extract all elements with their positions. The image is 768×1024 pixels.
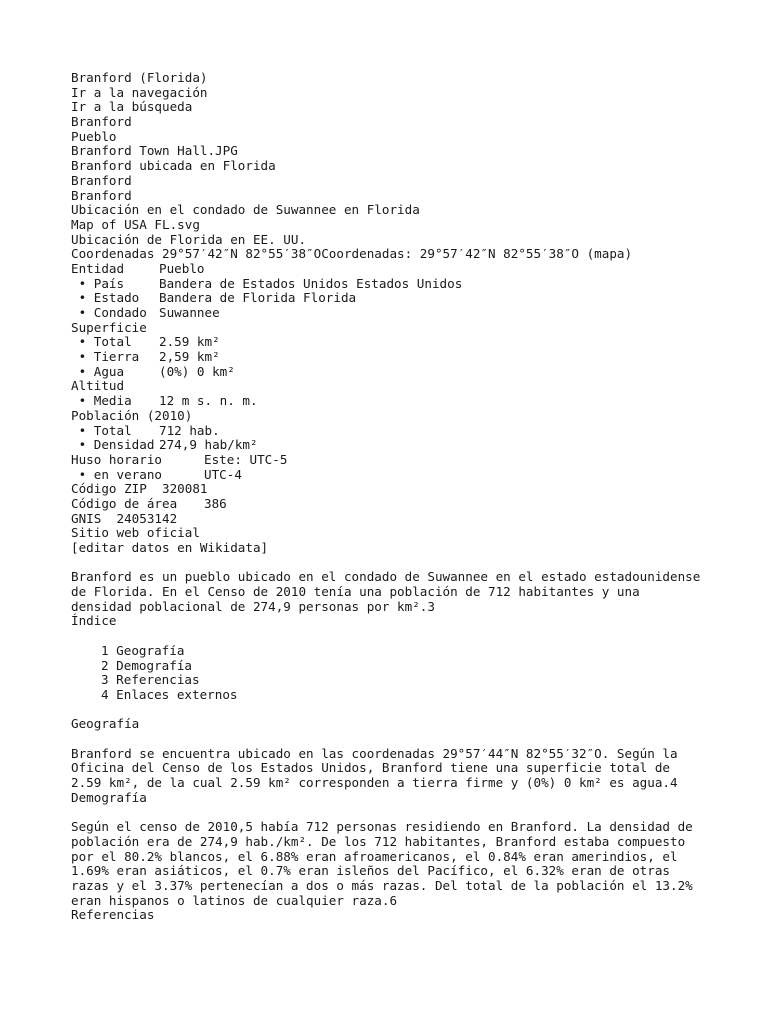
infobox-map-filename[interactable]: Map of USA FL.svg [71,216,200,232]
infobox-type: Pueblo [71,128,117,144]
infobox-image-caption: Branford ubicada en Florida [71,158,276,174]
infobox-country-row [71,277,697,292]
population-total-row [71,424,697,439]
state-value[interactable]: Bandera de Florida Florida [159,290,357,306]
gnis-id[interactable]: GNIS 24053142 [71,510,178,526]
entity-label: Entidad [71,260,125,276]
area-total-value: 2.59 km² [159,334,220,350]
altitude-mean-value: 12 m s. n. m. [159,393,258,409]
area-total-label: • Total [71,334,132,350]
timezone-value[interactable]: Este: UTC-5 [204,451,288,467]
timezone-row [71,453,697,468]
toc-item-referencias[interactable]: 3 Referencias [101,672,200,688]
infobox-map-label-2: Branford [71,187,132,203]
summer-time-value[interactable]: UTC-4 [204,466,242,482]
infobox-state-row [71,291,697,306]
toc-heading: Índice [71,613,117,629]
area-heading: Superficie [71,319,147,335]
infobox-image-filename[interactable]: Branford Town Hall.JPG [71,143,238,159]
population-total-label: • Total [71,422,132,438]
official-website-link[interactable]: Sitio web oficial [71,525,200,541]
infobox-map-caption: Ubicación de Florida en EE. UU. [71,231,307,247]
edit-wikidata-link[interactable]: [editar datos en Wikidata] [71,540,269,555]
infobox-map-label-1: Branford [71,172,132,188]
area-total-row [71,335,697,350]
entity-value[interactable]: Pueblo [159,260,205,276]
area-water-label: • Agua [71,363,125,379]
country-value[interactable]: Bandera de Estados Unidos Estados Unidos [159,275,463,291]
population-density-label: • Densidad [71,437,155,453]
area-code-row [71,497,697,512]
population-density-row [71,438,697,453]
altitude-mean-label: • Media [71,393,132,409]
summer-time-row [71,468,697,483]
demography-paragraph: Según el censo de 2010,5 había 712 personas residiendo en Branford. La densidad de población era de 274,9 hab./km². De los 712 habitantes, Branford estaba compuesto por el 80.2% blancos, el 6.88% eran afroamericanos, el 0.84% eran amerindios, el 1.69% eran asiáticos, el 0.7% eran isleños del Pacífico, el 6.32% eran de otras razas y el 3.37% pertenecían a dos o más razas. Del total de la población el 13.2% eran hispanos o latinos de cualquier raza.6 [71,819,693,908]
geography-heading: Geografía [71,716,140,732]
area-land-value: 2,59 km² [159,349,220,365]
page-title: Branford (Florida) [71,70,208,85]
geography-paragraph: Branford se encuentra ubicado en las coordenadas 29°57′44″N 82°55′32″O. Según la Oficina del Censo de los Estados Unidos, Branford tiene una superficie total de 2.59 km², de la cual 2.59 km² corresponden a tierra firme y (0%) 0 km² es agua.4 [71,745,678,791]
population-density-value: 274,9 hab/km² [159,437,258,453]
summer-time-label: • en verano [71,466,162,482]
area-code-label: Código de área [71,495,178,511]
country-label: • País [71,275,125,291]
infobox-entity-row [71,262,697,277]
skip-to-search-link[interactable]: Ir a la búsqueda [71,99,193,115]
area-land-label: • Tierra [71,349,140,365]
toc-item-demografia[interactable]: 2 Demografía [101,657,192,673]
timezone-label: Huso horario [71,451,162,467]
area-code-value: 386 [204,495,227,511]
area-land-row [71,350,697,365]
infobox-coordinates[interactable]: Coordenadas 29°57′42″N 82°55′38″OCoordenadas: 29°57′42″N 82°55′38″O (mapa) [71,246,633,262]
altitude-mean-row [71,394,697,409]
county-label: • Condado [71,305,147,320]
population-total-value: 712 hab. [159,422,220,438]
infobox-county-row [71,306,697,321]
toc-item-enlaces-externos[interactable]: 4 Enlaces externos [101,686,238,702]
intro-paragraph: Branford es un pueblo ubicado en el condado de Suwannee en el estado estadounidense de Florida. En el Censo de 2010 tenía una población de 712 habitantes y una densidad poblacional de 274,9 personas por km².3 [71,569,701,614]
infobox-location-caption: Ubicación en el condado de Suwannee en Florida [71,202,420,218]
demography-heading: Demografía [71,789,147,805]
toc-item-geografia[interactable]: 1 Geografía [101,642,185,658]
area-water-row [71,365,697,380]
state-label: • Estado [71,290,140,306]
references-heading: Referencias [71,907,155,923]
population-heading: Población (2010) [71,407,193,423]
skip-to-navigation-link[interactable]: Ir a la navegación [71,84,208,100]
table-of-contents [71,644,697,703]
zip-code: Código ZIP 320081 [71,481,208,497]
infobox-name: Branford [71,114,132,130]
county-value[interactable]: Suwannee [159,305,220,320]
infobox [71,115,697,556]
area-water-value: (0%) 0 km² [159,363,235,379]
altitude-heading: Altitud [71,378,125,394]
